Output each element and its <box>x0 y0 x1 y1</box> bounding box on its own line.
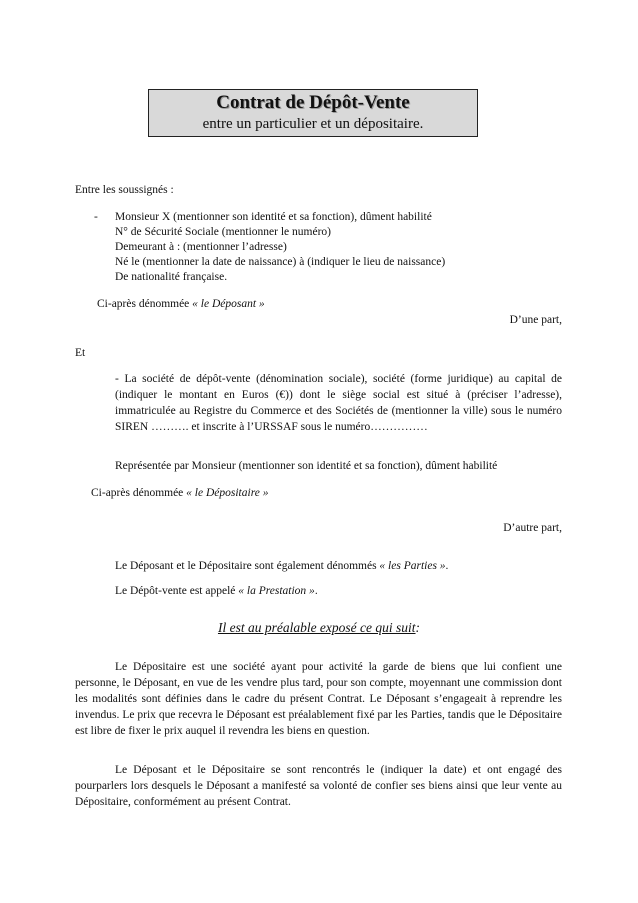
heading-text: Il est au préalable exposé ce qui suit <box>217 620 416 635</box>
depositaire-part: D’autre part, <box>503 522 562 534</box>
paragraph-1: Le Dépositaire est une société ayant pour activité la garde de biens que lui confient une personne, le Déposant, en vue de les vendre plus tard, pour son compte, moyennant une commission dont les modalités sont définies dans le cadre du présent Contrat. Le Déposant s’engageait à reprendre les invendus. Le prix que recevra le Déposant est préalablement fixé par les Parties, tandis que le Dépositaire est libre de fixer le prix auquel il revendra les biens en question. <box>75 661 562 737</box>
parties-sentence <box>115 559 448 574</box>
section-heading <box>0 620 638 636</box>
depositaire-designation <box>91 486 268 501</box>
intro-text: Entre les soussignés : <box>75 184 174 196</box>
deposant-line-1: Monsieur X (mentionner son identité et sa fonction), dûment habilité <box>115 211 432 223</box>
document-subtitle: entre un particulier et un dépositaire. <box>202 116 424 132</box>
depositaire-paragraph: - La société de dépôt-vente (dénomination sociale), société (forme juridique) au capital de (indiquer le montant en Euros (€)) dont le siège social est situé à (préciser l’adresse), immatriculée au Registre du Commerce et des Sociétés de (mentionner la ville) sous le numéro SIREN ………. et inscrite à l’URSSAF sous le numéro…………… <box>115 373 562 433</box>
paragraph-2: Le Déposant et le Dépositaire se sont rencontrés le (indiquer la date) et ont engagé des pourparlers lors desquels le Déposant a manifesté sa volonté de confier ses biens ainsi que leur vente au Dépositaire, conformément au présent Contrat. <box>75 764 562 808</box>
deposant-line-2: N° de Sécurité Sociale (mentionner le numéro) <box>115 226 331 238</box>
et-text: Et <box>75 347 86 359</box>
deposant-designation <box>97 297 265 312</box>
deposant-bullet: - <box>94 211 98 223</box>
deposant-line-4: Né le (mentionner la date de naissance) à (indiquer le lieu de naissance) <box>115 256 446 268</box>
designation-prefix: Ci-après dénommée <box>91 487 187 499</box>
parties-name: « les Parties » <box>379 560 446 572</box>
parties-suffix: . <box>445 560 449 572</box>
prestation-prefix: Le Dépôt-vente est appelé <box>115 585 239 597</box>
parties-prefix: Le Déposant et le Dépositaire sont également dénommés <box>115 560 380 572</box>
deposant-line-3: Demeurant à : (mentionner l’adresse) <box>115 241 287 253</box>
depositaire-represented: Représentée par Monsieur (mentionner son identité et sa fonction), dûment habilité <box>115 460 498 472</box>
deposant-name: « le Déposant » <box>192 298 265 310</box>
depositaire-name: « le Dépositaire » <box>186 487 269 499</box>
deposant-line-5: De nationalité française. <box>115 271 228 283</box>
title-box <box>148 89 478 137</box>
document-title: Contrat de Dépôt-Vente <box>216 92 410 113</box>
prestation-sentence <box>115 584 318 599</box>
deposant-part: D’une part, <box>509 314 562 326</box>
heading-suffix: : <box>415 620 421 635</box>
designation-prefix: Ci-après dénommée <box>97 298 193 310</box>
prestation-name: « la Prestation » <box>238 585 315 597</box>
prestation-suffix: . <box>314 585 318 597</box>
